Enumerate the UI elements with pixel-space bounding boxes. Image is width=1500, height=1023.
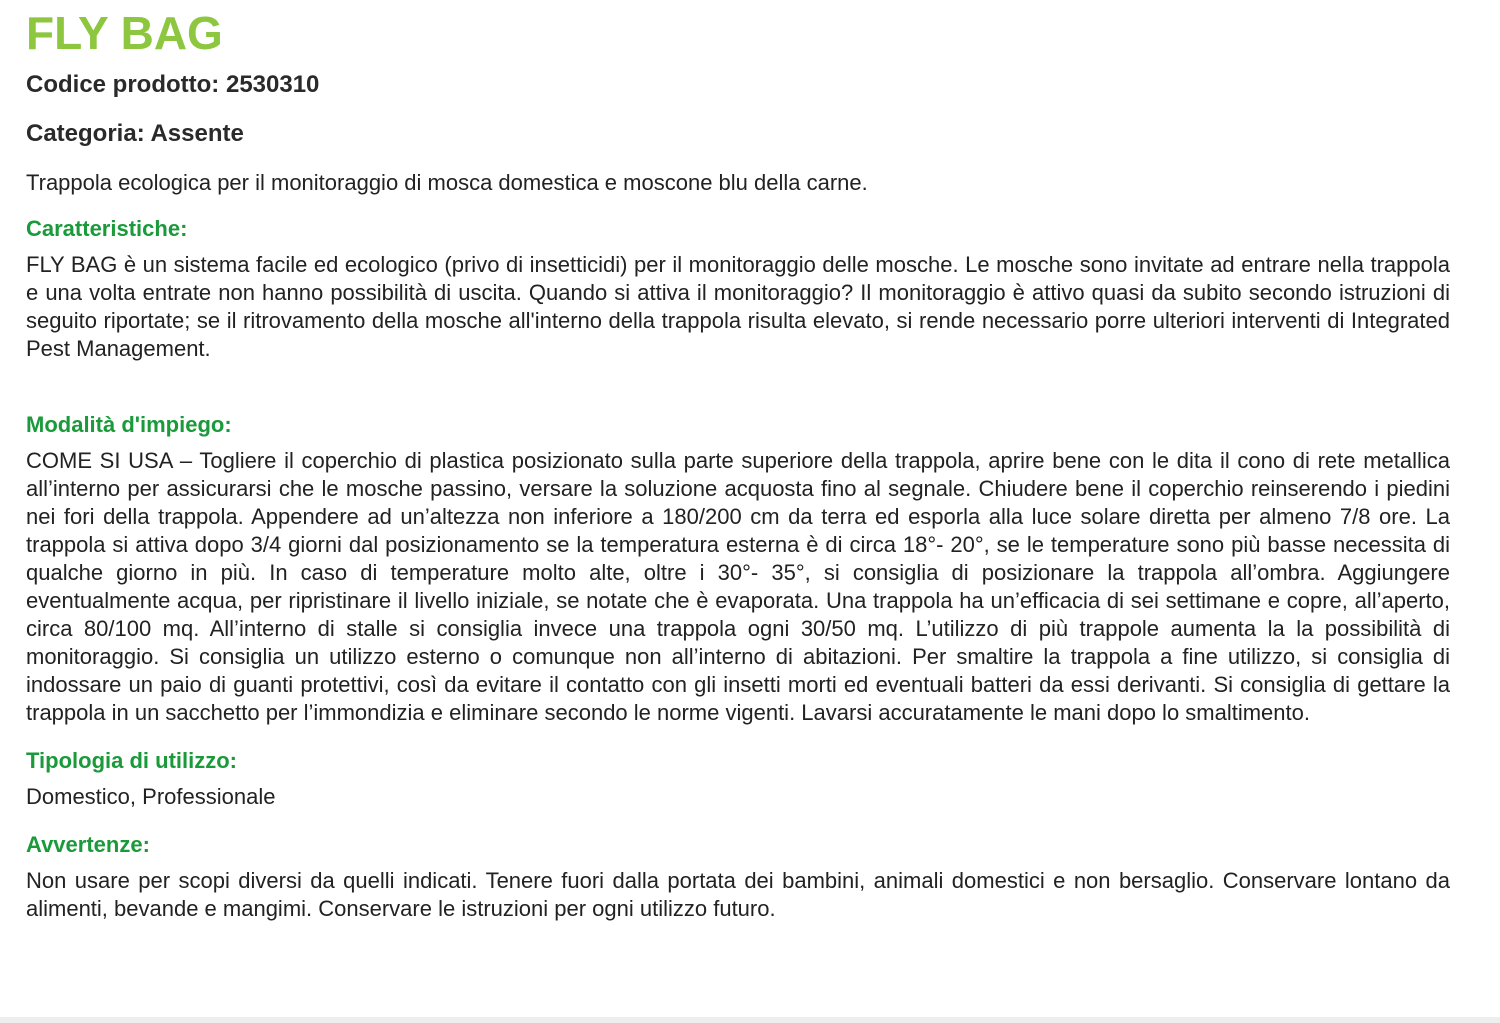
section-heading-warnings: Avvertenze: [26, 832, 150, 857]
section-text-features: FLY BAG è un sistema facile ed ecologico (privo di insetticidi) per il monitoraggio delle mosche. Le mosche sono invitate ad entrare nella trappola e una volta entrate non hanno possibilità di uscita. Quando si attiva il monitoraggio? Il monitoraggio è attivo quasi da subito secondo istruzioni di seguito riportate; se il ritrovamento della mosche all'interno della trappola risulta elevato, si rende necessario porre ulteriori interventi di Integrated Pest Management. [26, 252, 1450, 361]
product-code: Codice prodotto: 2530310 [26, 71, 320, 98]
product-sheet [26, 6, 1450, 923]
section-text-usage: COME SI USA – Togliere il coperchio di plastica posizionato sulla parte superiore della trappola, aprire bene con le dita il cono di rete metallica all’interno per assicurarsi che le mosche passino, versare la soluzione acquosta fino al segnale. Chiudere bene il coperchio reinserendo i piedini nei fori della trappola. Appendere ad un’altezza non inferiore a 180/200 cm da terra ed esporla alla luce solare diretta per almeno 7/8 ore. La trappola si attiva dopo 3/4 giorni dal posizionamento se la temperatura esterna è di circa 18°- 20°, se le temperature sono più basse necessita di qualche giorno in più. In caso di temperature molto alte, oltre i 30°- 35°, si consiglia di posizionare la trappola all’ombra. Aggiungere eventualmente acqua, per ripristinare il livello iniziale, se notate che è evaporata. Una trappola ha un’efficacia di sei settimane e copre, all’aperto, circa 80/100 mq. All’interno di stalle si consiglia invece una trappola ogni 30/50 mq. L’utilizzo di più trappole aumenta la la possibilità di monitoraggio. Si consiglia un utilizzo esterno o comunque non all’interno di abitazioni. Per smaltire la trappola a fine utilizzo, si consiglia di indossare un paio di guanti protettivi, così da evitare il contatto con gli insetti morti ed eventuali batteri da essi derivanti. Si consiglia di gettare la trappola in un sacchetto per l’immondizia e eliminare secondo le norme vigenti. Lavarsi accuratamente le mani dopo lo smaltimento. [26, 448, 1450, 725]
section-text-usage-type: Domestico, Professionale [26, 784, 276, 809]
product-category: Categoria: Assente [26, 120, 244, 147]
section-heading-usage-type: Tipologia di utilizzo: [26, 748, 238, 773]
product-intro: Trappola ecologica per il monitoraggio di mosca domestica e moscone blu della carne. [26, 170, 868, 195]
section-heading-features: Caratteristiche: [26, 216, 188, 241]
section-heading-usage: Modalità d'impiego: [26, 412, 232, 437]
section-text-warnings: Non usare per scopi diversi da quelli indicati. Tenere fuori dalla portata dei bambini, animali domestici e non bersaglio. Conservare lontano da alimenti, bevande e mangimi. Conservare le istruzioni per ogni utilizzo futuro. [26, 868, 1450, 921]
bottom-divider [0, 1017, 1500, 1023]
product-title: FLY BAG [26, 7, 223, 59]
